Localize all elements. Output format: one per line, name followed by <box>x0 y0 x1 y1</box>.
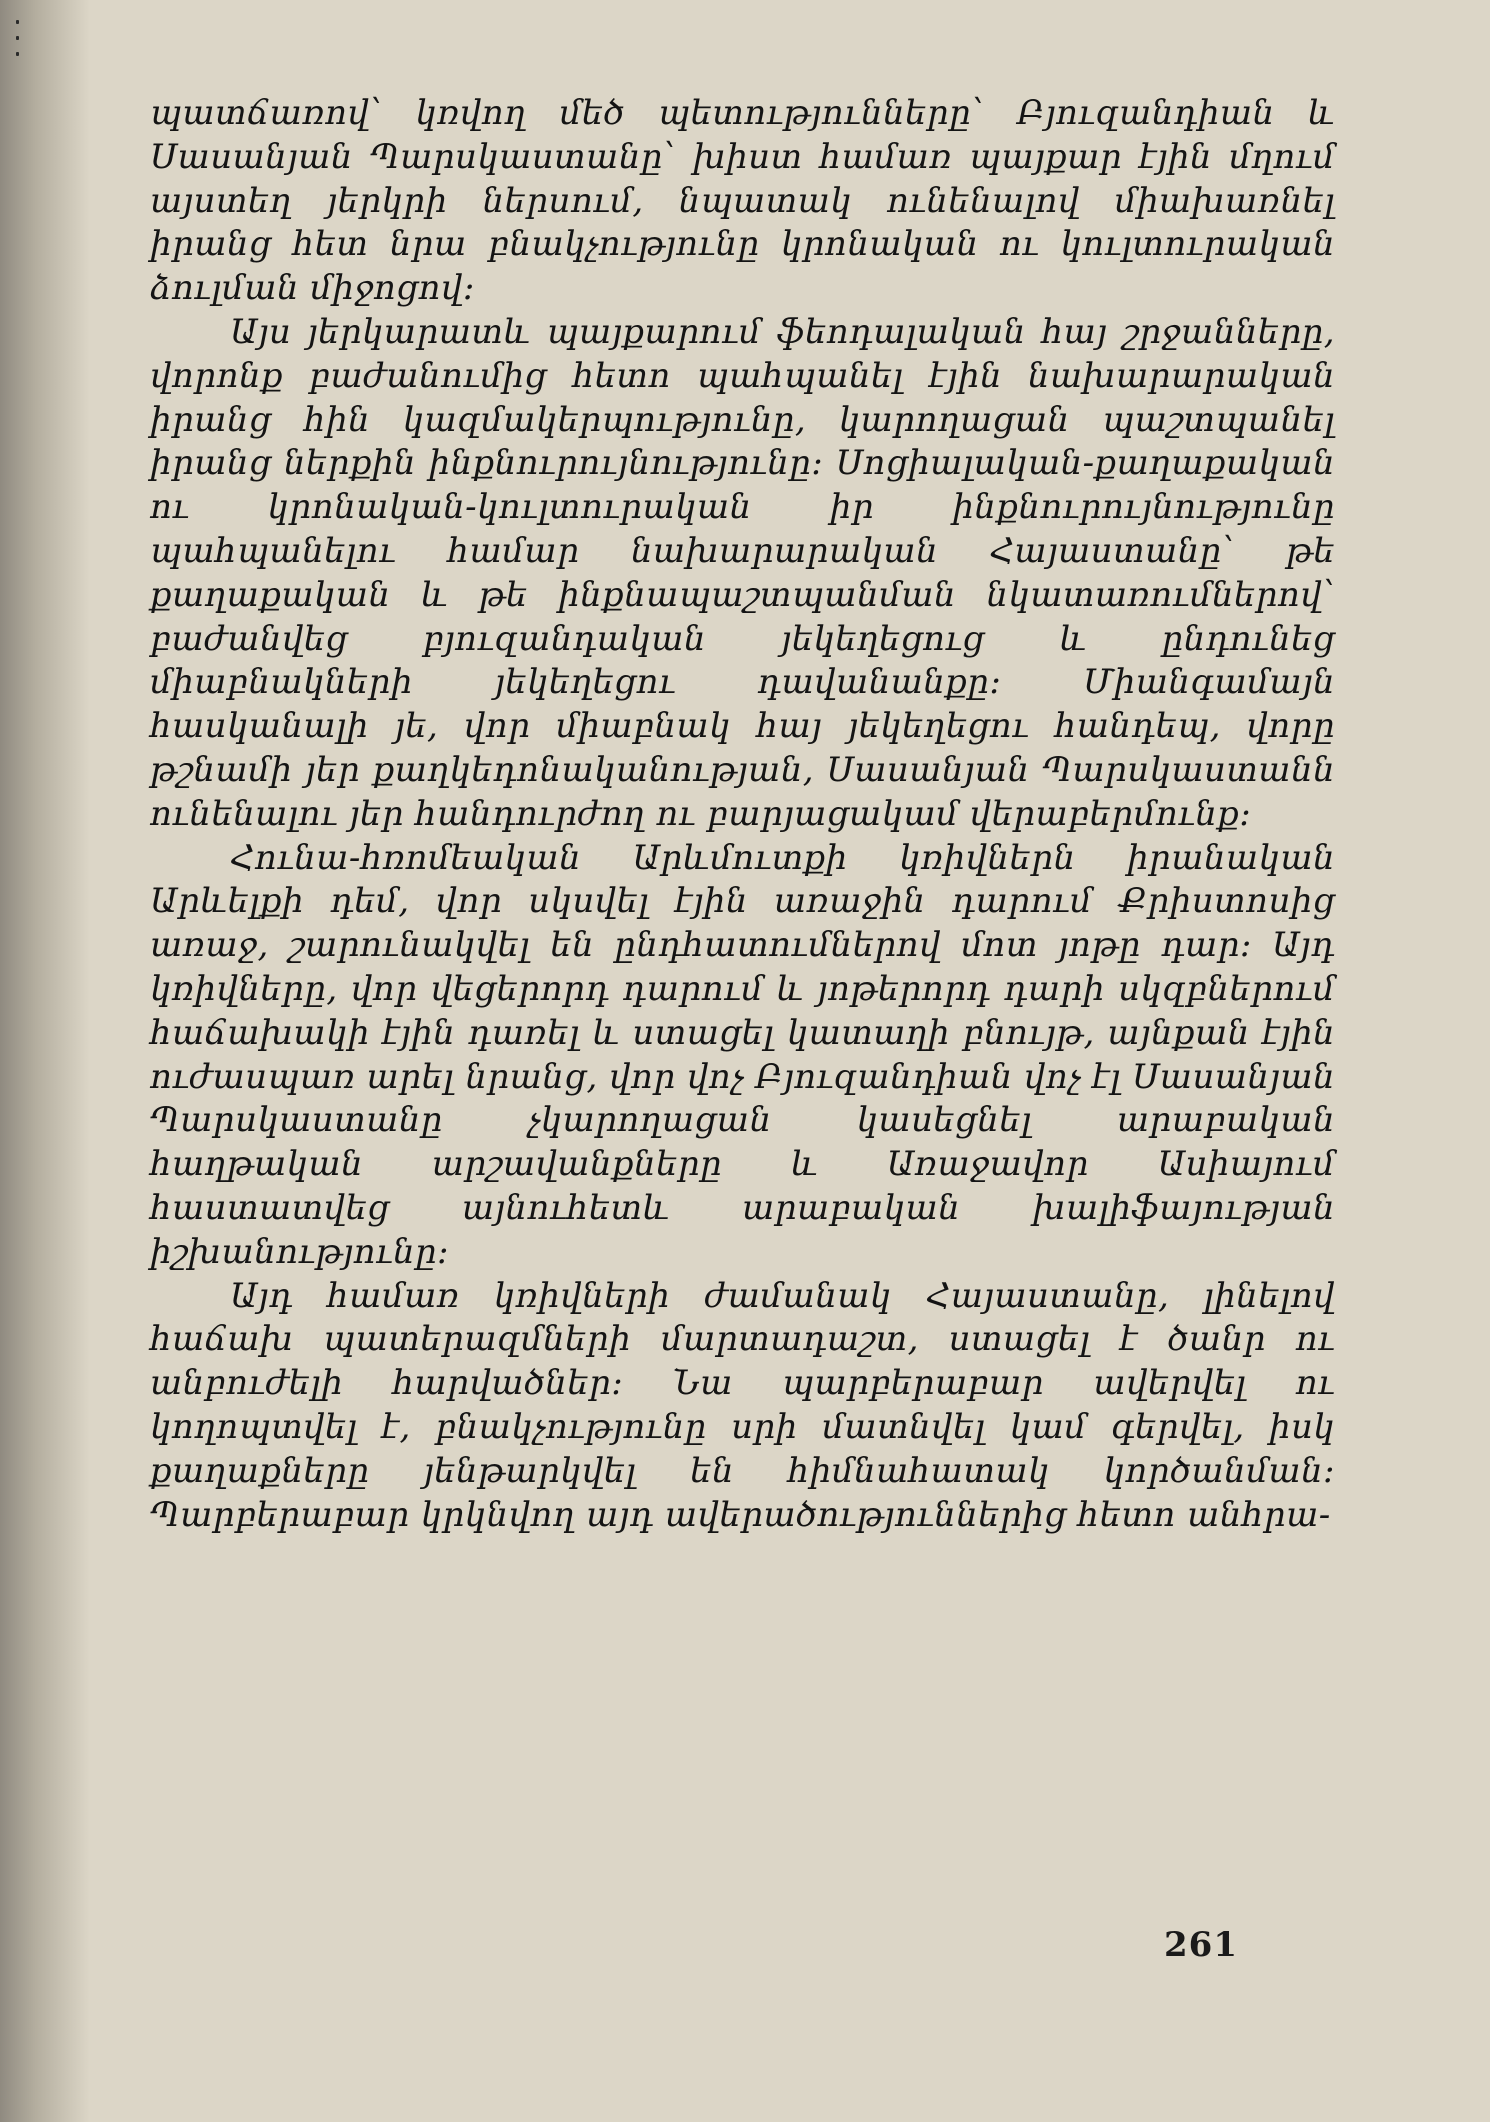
paragraph-4: Այդ համառ կռիվների ժամանակ Հայաստանը, լինելով հաճախ պատերազմների մարտադաշտ, ստացել է ծանր ու անբուժելի հարվածներ։ Նա պարբերաբար ավերվել ու կողոպտվել է, բնակչությունը սրի մատնվել կամ գերվել, իսկ քաղաքները յենթարկվել են հիմնահատակ կործանման։ Պարբերաբար կրկնվող այդ ավերածություններից հետո անհրա- <box>150 1275 1335 1535</box>
paragraph-1: պատճառով՝ կռվող մեծ պետությունները՝ Բյուզանդիան և Սասանյան Պարսկաստանը՝ խիստ համառ պայքար էյին մղում այստեղ յերկրի ներսում, նպատակ ունենալով միախառնել իրանց հետ նրա բնակչությունը կրոնական ու կուլտուրական ձուլման միջոցով։ <box>150 93 1335 309</box>
paragraph-3: Հունա-հռոմեական Արևմուտքի կռիվներն իրանական Արևելքի դեմ, վոր սկսվել էյին առաջին դարում Քրիստոսից առաջ, շարունակվել են ընդհատումներով մոտ յոթը դար։ Այդ կռիվները, վոր վեցերորդ դարում և յոթերորդ դարի սկզբներում հաճախակի էյին դառել և ստացել կատաղի բնույթ, այնքան էյին ուժասպառ արել նրանց, վոր վոչ Բյուզանդիան վոչ էլ Սասանյան Պարսկաստանը չկարողացան կասեցնել արաբական հաղթական արշավանքները և Առաջավոր Ասիայում հաստատվեց այնուհետև արաբական խալիֆայության իշխանությունը։ <box>150 837 1335 1272</box>
body-text <box>150 92 1335 1537</box>
margin-specks <box>14 20 22 80</box>
page-number: 261 <box>1164 1925 1238 1965</box>
paragraph-2: Այս յերկարատև պայքարում ֆեոդալական հայ շրջանները, վորոնք բաժանումից հետո պահպանել էյին նախարարական իրանց հին կազմակերպությունը, կարողացան պաշտպանել իրանց ներքին ինքնուրույնությունը։ Սոցիալական-քաղաքական ու կրոնական-կուլտուրական իր ինքնուրույնությունը պահպանելու համար նախարարական Հայաստանը՝ թե քաղաքական և թե ինքնապաշտպանման նկատառումներով՝ բաժանվեց բյուզանդական յեկեղեցուց և ընդունեց միաբնակների յեկեղեցու դավանանքը։ Միանգամայն հասկանալի յե, վոր միաբնակ հայ յեկեղեցու հանդեպ, վորը թշնամի յեր քաղկեդոնականության, Սասանյան Պարսկաստանն ունենալու յեր հանդուրժող ու բարյացակամ վերաբերմունք։ <box>150 311 1335 834</box>
binding-shadow <box>0 0 90 2122</box>
